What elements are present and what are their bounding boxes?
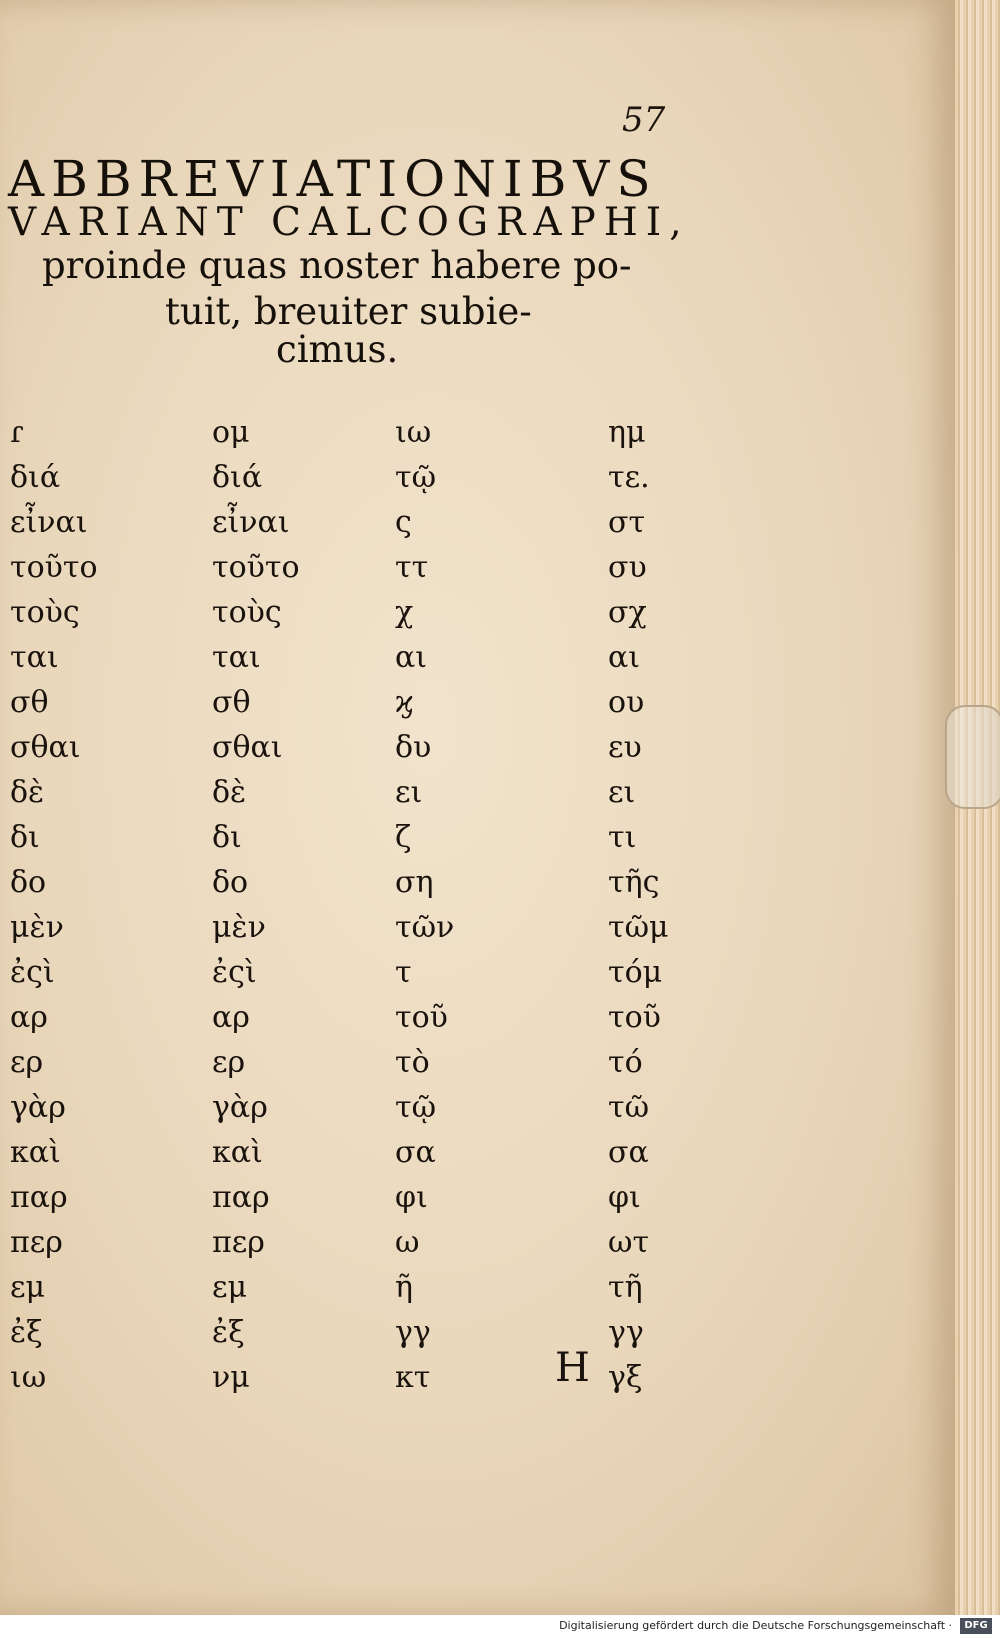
abbreviation-cell: δυ xyxy=(395,730,432,765)
heading-line-1: ABBREVIATIONIBVS xyxy=(8,150,658,208)
abbreviation-cell: γγ xyxy=(395,1315,431,1350)
abbreviation-cell: εμ xyxy=(212,1270,248,1305)
body-line-3: cimus. xyxy=(276,328,399,371)
abbreviation-cell: διά xyxy=(10,460,61,495)
abbreviation-cell: φι xyxy=(395,1180,428,1215)
abbreviation-cell: ημ xyxy=(608,415,646,450)
abbreviation-cell: ττ xyxy=(395,550,429,585)
abbreviation-cell: τε. xyxy=(608,460,650,495)
abbreviation-cell: τῶν xyxy=(395,910,455,945)
table-row xyxy=(0,1000,720,1045)
table-row xyxy=(0,1270,720,1315)
page-clip xyxy=(945,705,1000,809)
table-row xyxy=(0,640,720,685)
abbreviation-cell: τῶμ xyxy=(608,910,669,945)
abbreviation-cell: εἶναι xyxy=(10,505,88,540)
abbreviation-cell: τοῦτο xyxy=(10,550,98,585)
body-line-1: proinde quas noster habere po- xyxy=(42,244,632,287)
abbreviation-cell: ση xyxy=(395,865,434,900)
abbreviation-cell: νμ xyxy=(212,1360,250,1395)
body-line-2: tuit, breuiter subie- xyxy=(165,290,532,333)
table-row xyxy=(0,595,720,640)
abbreviation-cell: μὲν xyxy=(212,910,266,945)
table-row xyxy=(0,1225,720,1270)
abbreviation-cell: ἐξ xyxy=(212,1315,245,1350)
abbreviation-cell: ει xyxy=(395,775,423,810)
abbreviation-cell: γξ xyxy=(608,1360,643,1395)
abbreviation-cell: καὶ xyxy=(212,1135,263,1170)
table-row xyxy=(0,775,720,820)
abbreviation-cell: τὸ xyxy=(395,1045,430,1080)
table-row xyxy=(0,505,720,550)
abbreviation-cell: φι xyxy=(608,1180,641,1215)
abbreviation-cell: ερ xyxy=(10,1045,44,1080)
abbreviation-cell: τῷ xyxy=(395,1090,437,1125)
abbreviation-cell: δι xyxy=(212,820,242,855)
abbreviation-cell: ει xyxy=(608,775,636,810)
table-row xyxy=(0,685,720,730)
abbreviation-cell: ῆ xyxy=(395,1270,413,1305)
abbreviation-cell: ται xyxy=(10,640,59,675)
signature-mark: H xyxy=(555,1345,590,1391)
abbreviation-cell: μὲν xyxy=(10,910,64,945)
abbreviation-cell: τό xyxy=(608,1045,643,1080)
abbreviation-cell: τοὺς xyxy=(10,595,80,630)
table-row xyxy=(0,865,720,910)
abbreviation-cell: δο xyxy=(10,865,47,900)
abbreviation-cell: εἶναι xyxy=(212,505,290,540)
abbreviation-cell: παρ xyxy=(212,1180,270,1215)
abbreviation-cell: καὶ xyxy=(10,1135,61,1170)
footer-credit: Digitalisierung gefördert durch die Deutsche Forschungsgemeinschaft · xyxy=(559,1619,952,1632)
abbreviation-cell: γγ xyxy=(608,1315,644,1350)
abbreviation-cell: τοὺς xyxy=(212,595,282,630)
abbreviation-cell: ευ xyxy=(608,730,642,765)
table-row xyxy=(0,1045,720,1090)
abbreviation-cell: ɾ xyxy=(10,415,24,450)
abbreviation-cell: χ xyxy=(395,595,414,630)
abbreviation-cell: σθαι xyxy=(10,730,81,765)
abbreviation-cell: σα xyxy=(395,1135,436,1170)
abbreviation-cell: εμ xyxy=(10,1270,46,1305)
abbreviation-cell: σχ xyxy=(608,595,647,630)
abbreviation-cell: αρ xyxy=(10,1000,48,1035)
table-row xyxy=(0,415,720,460)
table-row xyxy=(0,1360,720,1405)
dfg-logo: DFG xyxy=(960,1618,992,1634)
table-row xyxy=(0,910,720,955)
abbreviation-cell: γὰρ xyxy=(212,1090,268,1125)
abbreviation-cell: δὲ xyxy=(212,775,247,810)
abbreviation-cell: τόμ xyxy=(608,955,663,990)
abbreviation-cell: δο xyxy=(212,865,249,900)
abbreviation-cell: τῆς xyxy=(608,865,660,900)
abbreviation-cell: διά xyxy=(212,460,263,495)
abbreviation-cell: σα xyxy=(608,1135,649,1170)
abbreviation-cell: ω xyxy=(395,1225,420,1260)
abbreviation-cell: σθ xyxy=(212,685,251,720)
table-row xyxy=(0,820,720,865)
table-row xyxy=(0,1315,720,1360)
abbreviation-cell: τοῦ xyxy=(608,1000,661,1035)
table-row xyxy=(0,550,720,595)
abbreviation-cell: γὰρ xyxy=(10,1090,66,1125)
abbreviation-cell: ἐξ xyxy=(10,1315,43,1350)
abbreviation-cell: ς xyxy=(395,505,412,540)
abbreviation-cell: στ xyxy=(608,505,646,540)
abbreviation-cell: τι xyxy=(608,820,637,855)
abbreviation-cell: ἐςὶ xyxy=(10,955,55,990)
abbreviation-cell: περ xyxy=(10,1225,63,1260)
abbreviation-cell: τῶ xyxy=(608,1090,650,1125)
footer-bar xyxy=(0,1615,1000,1639)
abbreviation-cell: ται xyxy=(212,640,261,675)
abbreviation-cell: σθ xyxy=(10,685,49,720)
abbreviation-cell: αι xyxy=(608,640,641,675)
heading-line-2: VARIANT CALCOGRAPHI, xyxy=(8,200,690,245)
abbreviation-cell: τοῦ xyxy=(395,1000,448,1035)
abbreviation-cell: ζ xyxy=(395,820,412,855)
table-row xyxy=(0,955,720,1000)
abbreviation-cell: αι xyxy=(395,640,428,675)
abbreviation-cell: δὲ xyxy=(10,775,45,810)
abbreviation-cell: ἐςὶ xyxy=(212,955,257,990)
abbreviation-table xyxy=(0,415,720,1405)
abbreviation-cell: αρ xyxy=(212,1000,250,1035)
abbreviation-cell: ιω xyxy=(395,415,432,450)
abbreviation-cell: κτ xyxy=(395,1360,431,1395)
page-edge xyxy=(955,0,1000,1639)
abbreviation-cell: ερ xyxy=(212,1045,246,1080)
abbreviation-cell: τοῦτο xyxy=(212,550,300,585)
abbreviation-cell: τ xyxy=(395,955,412,990)
table-row xyxy=(0,1180,720,1225)
table-row xyxy=(0,730,720,775)
abbreviation-cell: περ xyxy=(212,1225,265,1260)
abbreviation-cell: ωτ xyxy=(608,1225,650,1260)
abbreviation-cell: σθαι xyxy=(212,730,283,765)
table-row xyxy=(0,1135,720,1180)
abbreviation-cell: συ xyxy=(608,550,647,585)
abbreviation-cell: τῷ xyxy=(395,460,437,495)
abbreviation-cell: παρ xyxy=(10,1180,68,1215)
abbreviation-cell: ιω xyxy=(10,1360,47,1395)
abbreviation-cell: ομ xyxy=(212,415,250,450)
page-number: 57 xyxy=(622,100,666,140)
abbreviation-cell: ϗ xyxy=(395,685,414,720)
table-row xyxy=(0,460,720,505)
abbreviation-cell: τῆ xyxy=(608,1270,643,1305)
table-row xyxy=(0,1090,720,1135)
abbreviation-cell: ου xyxy=(608,685,645,720)
abbreviation-cell: δι xyxy=(10,820,40,855)
